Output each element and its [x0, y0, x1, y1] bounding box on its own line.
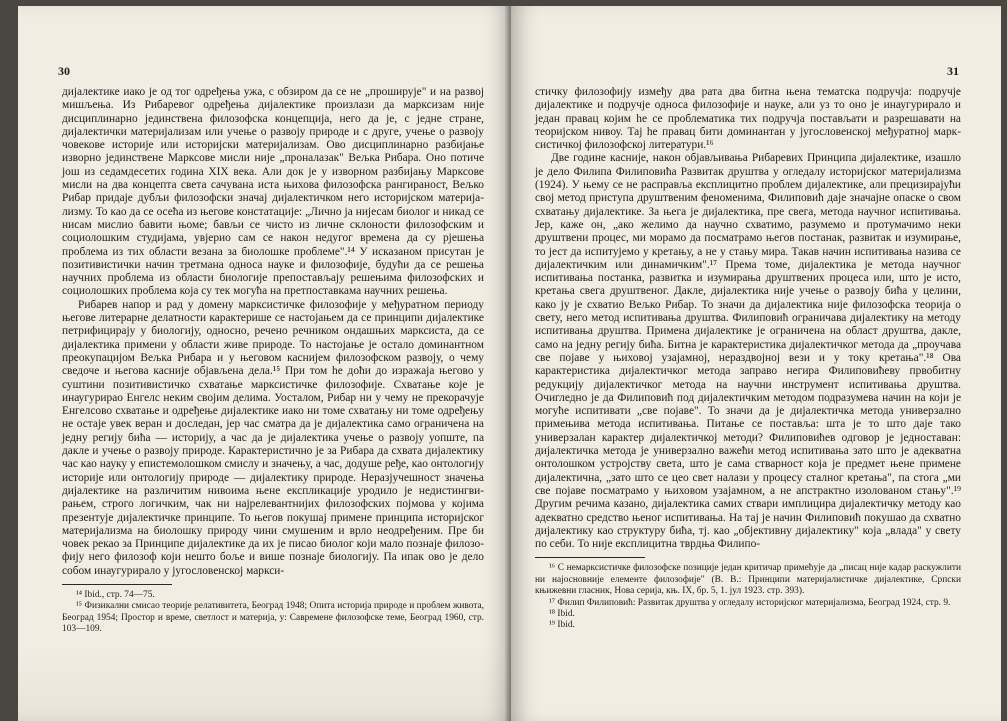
- paragraph: Две године касније, након објављивања Рибаревих Принципа дијалектике, изашло је дело Филипа Филиповића Развитак друштва у огледалу историјског материјализма (1924). У њему се не расправља експлицитно проблем дијалектике, али прецизирајући свој метод приступа друштвеним феноменима, Филиповић даје значајне опаске о свом схватању дијалектике. За њега је дијалектика, пре свега, метода научног испитивања. Јер, каже он, „ако желимо да научно схватимо, разумемо и протумачимо неки друштвени процес, ми морамо да посматрамо његов постанак, развитак и изумирање, то јест да испитујемо у кретању, а не у стању мира. Такав начин испитивања назива се дијалектичким или динамичким".¹⁷ Према томе, дијалектика је метода научног испитивања постанка, развитка и изумирања друштвених процеса или, што је исто, кретања свега друштвеног. Дакле, дијалектика није учење о развоју бића у целини, како ју је схватио Вељко Рибар. То значи да дијалектика није филозофска теорија о свету, него метод испитивања друштва. Филиповић ограничава дијалектику на методу испитивања друштва. Примена дијалектике је ограничена на област друштва, дакле, само на једну регију бића. Битна је карактеристика дијалектичког метода да „проучава све појаве у њиховој узајамној, нераздвојној вези и у току кретања".¹⁸ Ова карактеристика дијалектичког метода заправо негира Филиповићеву првобитну редукцију дијалектичког метода на научни инструмент испитивања друштва. Очигледно је да Филиповић под дијалектичким методом подразумева начин на који је могуће испитивати „све појаве". То значи да је дијалектичка метода универзално примењива метода испитивања. Питање се поставља: шта је то што даје тако универзалан карактер дијалектичкој методи? Филиповићев одговор је једноставан: дијалектичка метода је универзално важећи метод испитивања зато што је адекватна онтолошком устројству света, што је сама стварност која је предмет њене примене дијалектична, „зато што се цео свет налази у процесу сталног кретања", па стога „ми све појаве посматрамо у њиховом узајамном, а не апстрактно изолованом стању".¹⁹ Другим речима казано, дијалектика самих ствари имплицира дијалектичку методу као адекватно средство њеног испитивања. На тај је начин Филиповић покушао да схватно дијалектику као структуру бића, тј. као „објективну дијалектику" која „влада" у свету по себи. То није експлицитна тврдња Филипо-: [535, 152, 961, 551]
- footnote: ¹⁴ Ibid., стр. 74—75.: [76, 589, 155, 600]
- paragraph: стичку филозофију између два рата два битна њена тематска подручја: подручје дијалектике и подручје односа филозофије и науке, али уз то оно је инаугурирало и један правац којим he се проблематика тих подручја постављати и разрешавати на теоријском нивоу. Тај he правац бити доминантан у југословенској међуратној марксистичкој филозофској литератури.¹⁶: [535, 86, 961, 152]
- footnote-rule: [62, 584, 172, 585]
- footnote: ¹⁵ Физикални смисао теорије релативитета, Београд 1948; Опита историја природе и проблем живота, Београд 1954; Простор и време, светлост и материја, у: Савремене филозофске теме, Београд 1960, стр. 103—109.: [62, 601, 484, 635]
- right-page: [511, 6, 1001, 721]
- page-shade: [18, 646, 511, 721]
- footnote: ¹⁹ Ibid.: [549, 620, 575, 631]
- footnote: ¹⁸ Ibid.: [549, 609, 575, 620]
- paragraph: дијалектике иако је од тог одређења ужа, с обзиром да се не „проширује" и на развој мишљења. Из Рибаревог одређења дијалектике произлази да марксизам није дисциплинарно јединствена филозофска концепција, него да је, с једне стране, дијалектички материјализам или учење о развоју природе и с друге, учење о развоју човекове историје или историјски материјализам. Ово дисциплинарно разбијање изворно јединствене Марксове мисли није „проналазак" Вељка Рибара. Оно потиче још из седамдесетих година XIX века. Али док је у изворном разбијању Марксове мисли на два концепта света сачувана иста њихова филозофска рангираност, Вељко Рибар придаје дубљи филозофски значај дијалектичком него историјском материјализму. То као да се осећа из његове констатације: „Лично ја нијесам биолог и никад се нисам мислио бавити њоме; бављи се чисто из личне склоности филозофским и социолошким студијама, увјерио сам се након недугог времена да су рјешења проблема из тих области везана за биолошке проблеме".¹⁴ У исказаном присутан је позитивистички начин третмана односа науке и филозофије, будући да се решења научних проблема из области биологије препостављају решењима филозофских и социолошких проблема која су тек могућа на претпоставкама научних решења.: [62, 86, 484, 298]
- footnote: ¹⁶ С немарксистичке филозофске позиције један критичар примећује да „писац није кадар раскужлити ни најосновније елементе филозофије" (В. В.: Принципи материјалистичке дијалектике, Српски књижевни гласник, Нова серија, књ. IX, бр. 5, 1. јул 1923. стр. 393).: [535, 563, 961, 597]
- page-number-left: 30: [58, 64, 70, 78]
- footnote-rule: [535, 557, 645, 558]
- paragraph: Рибарев напор и рад у домену марксистичке филозофије у међуратном периоду његове литерарне делатности карактерише се настојањем да се принципи дијалектике петрифицирају у биологију, односно, речено речником ондашњих марксиста, да се дијалектика примени у области живе природе. То настојање је остало доминантном преокупацијом Вељка Рибара и у његовом каснијем филозофском развоју, о чему сведоче и његова касније објављена дела.¹⁵ При том he доћи до изражаја његово у суштини позитивистичко схватање марксистичке филозофије. Схватање које је инаугурирао Енгелс неким својим делима. Уосталом, Рибар ни у чему не прекорачује Енгелсово схватање и одређење дијалектике иако ни томе схватању ни томе одређењу не остаје увек веран и доследан, јер час сматра да је дијалектика само ограничена на једну регију бића — историју, а час да је дијалектика учење о развоју уопште, па дакле и учење о развоју природе. Карактеристично је за Рибара да схвата дијaлектику час као науку у епистемолошком смислу и значењу, а час, додуше ређе, као онтологију историје или онтологију природе — дијалектику природе. Неразјучешност значења дијалектике на различитим нивоима њене експликације уродило је недистингвирањем, строго логичким, чак ни најрелевантнијих филозофских појмова у којима презентује дијалектичке принципе. То његов покушај примене принципа историјског материјализма на биолошку природу чини смушеним и врло неодређеним. Пре би човек рекао за Принципе дијалектике да их је писао биолог који мало познаје филозофију него филозоф који нешто боље и више познаје биологију. Па ипак ово је дело собом инаугурирало у југословенској маркси-: [62, 298, 484, 577]
- footnote: ¹⁷ Филип Филиповић: Развитак друштва у огледалу историјског материјализма, Београд 1924, стр. 9.: [549, 597, 951, 608]
- left-page: [18, 6, 511, 721]
- right-body: [535, 86, 961, 632]
- footnotes-left: [62, 590, 484, 636]
- page-number-right: 31: [947, 64, 959, 78]
- left-body: [62, 86, 484, 636]
- footnotes-right: [535, 563, 961, 631]
